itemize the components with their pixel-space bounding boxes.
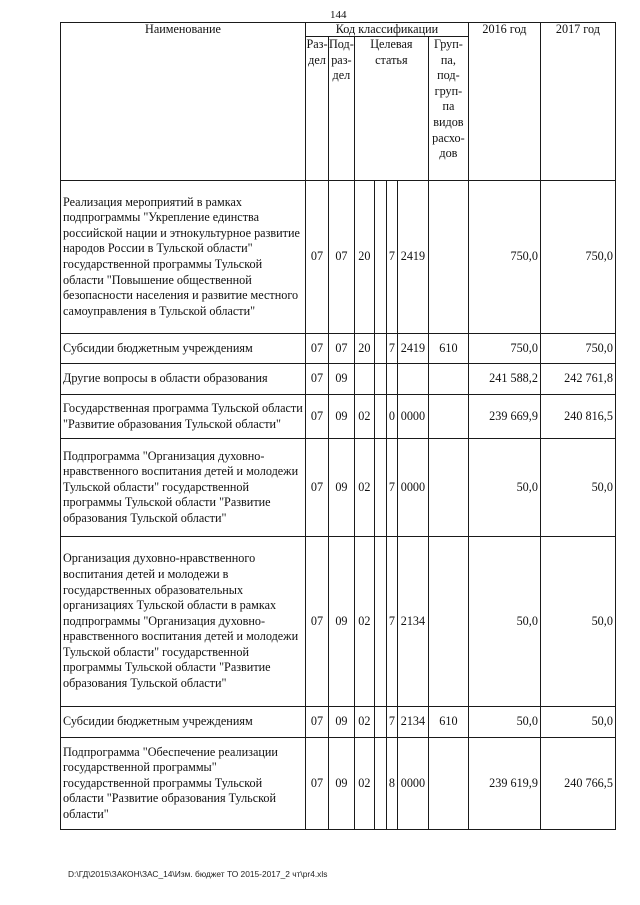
table-row (61, 395, 616, 439)
row-section: 07 (306, 395, 329, 439)
row-amount-2016: 239 619,9 (468, 738, 540, 830)
row-amount-2017: 50,0 (540, 537, 615, 707)
row-name: Организация духовно-нравственного воспитания детей и молодежи в государственных образовательных организациях Тульской области в рамках подпрограммы "Организация духовно-нравственного воспитания детей и молодежи Тульской области" государственной программы Тульской области "Развитие образования Тульской области" (61, 537, 306, 707)
row-name: Государственная программа Тульской области "Развитие образования Тульской области" (61, 395, 306, 439)
row-expense-group: 610 (428, 334, 468, 364)
row-target-direction: 0000 (397, 738, 428, 830)
row-name: Субсидии бюджетным учреждениям (61, 334, 306, 364)
header-section: Раз- дел (306, 37, 329, 181)
table-row (61, 537, 616, 707)
row-section: 07 (306, 707, 329, 738)
row-amount-2017: 242 761,8 (540, 364, 615, 395)
row-section: 07 (306, 334, 329, 364)
row-subsection: 09 (329, 738, 355, 830)
row-subsection: 09 (329, 364, 355, 395)
row-target-subprogram: 7 (386, 181, 397, 334)
row-amount-2017: 240 766,5 (540, 738, 615, 830)
row-target-subprogram: 8 (386, 738, 397, 830)
table-row (61, 364, 616, 395)
row-expense-group (428, 395, 468, 439)
row-target-direction: 2419 (397, 181, 428, 334)
row-target-subprogram: 7 (386, 334, 397, 364)
table-row (61, 738, 616, 830)
row-target-program: 02 (354, 439, 374, 537)
row-target-blank (374, 334, 386, 364)
row-target-blank (374, 738, 386, 830)
budget-table (60, 22, 616, 830)
table-row (61, 439, 616, 537)
table-row (61, 707, 616, 738)
row-expense-group (428, 738, 468, 830)
row-target-program: 02 (354, 738, 374, 830)
row-amount-2017: 50,0 (540, 707, 615, 738)
row-target-direction: 0000 (397, 395, 428, 439)
row-target-blank (374, 537, 386, 707)
row-expense-group (428, 439, 468, 537)
row-target-subprogram: 0 (386, 395, 397, 439)
row-expense-group: 610 (428, 707, 468, 738)
header-classification: Код классификации (306, 23, 469, 37)
row-target-program: 20 (354, 181, 374, 334)
row-target-subprogram: 7 (386, 439, 397, 537)
row-amount-2016: 750,0 (468, 181, 540, 334)
row-target-direction (397, 364, 428, 395)
row-expense-group (428, 181, 468, 334)
header-target-article: Целевая статья (354, 37, 428, 181)
row-amount-2017: 240 816,5 (540, 395, 615, 439)
row-subsection: 07 (329, 181, 355, 334)
row-expense-group (428, 364, 468, 395)
row-target-program: 20 (354, 334, 374, 364)
row-target-blank (374, 395, 386, 439)
row-target-subprogram (386, 364, 397, 395)
row-section: 07 (306, 537, 329, 707)
row-target-subprogram: 7 (386, 707, 397, 738)
row-section: 07 (306, 364, 329, 395)
row-subsection: 09 (329, 395, 355, 439)
row-section: 07 (306, 738, 329, 830)
row-section: 07 (306, 439, 329, 537)
page-number: 144 (330, 9, 347, 21)
row-subsection: 09 (329, 439, 355, 537)
row-target-program: 02 (354, 707, 374, 738)
row-expense-group (428, 537, 468, 707)
row-amount-2017: 750,0 (540, 181, 615, 334)
row-target-direction: 2419 (397, 334, 428, 364)
header-year-2016: 2016 год (468, 23, 540, 181)
row-target-program (354, 364, 374, 395)
row-target-blank (374, 364, 386, 395)
row-target-program: 02 (354, 395, 374, 439)
row-target-direction: 0000 (397, 439, 428, 537)
row-target-direction: 2134 (397, 707, 428, 738)
header-subsection: Под- раз- дел (329, 37, 355, 181)
row-amount-2016: 239 669,9 (468, 395, 540, 439)
file-path-footer: D:\ГД\2015\ЗАКОН\ЗАС_14\Изм. бюджет ТО 2015-2017_2 чт\pr4.xls (68, 869, 328, 879)
row-target-blank (374, 707, 386, 738)
row-section: 07 (306, 181, 329, 334)
row-amount-2017: 50,0 (540, 439, 615, 537)
row-amount-2017: 750,0 (540, 334, 615, 364)
table-row (61, 334, 616, 364)
row-amount-2016: 241 588,2 (468, 364, 540, 395)
table-row (61, 181, 616, 334)
row-name: Реализация мероприятий в рамках подпрограммы "Укрепление единства российской нации и этнокультурное развитие народов России в Тульской области" государственной программы Тульской области "Повышение общественной безопасности населения и развитие местного самоуправления в Тульской области" (61, 181, 306, 334)
row-name: Субсидии бюджетным учреждениям (61, 707, 306, 738)
row-target-subprogram: 7 (386, 537, 397, 707)
header-name: Наименование (61, 23, 306, 181)
row-subsection: 09 (329, 707, 355, 738)
row-name: Подпрограмма "Обеспечение реализации государственной программы" государственной программы Тульской области "Развитие образования Тульской области" (61, 738, 306, 830)
row-target-blank (374, 439, 386, 537)
row-name: Другие вопросы в области образования (61, 364, 306, 395)
row-amount-2016: 750,0 (468, 334, 540, 364)
row-target-direction: 2134 (397, 537, 428, 707)
header-expense-group: Груп- па, под- груп- па видов расхо- дов (428, 37, 468, 181)
row-target-program: 02 (354, 537, 374, 707)
row-subsection: 09 (329, 537, 355, 707)
row-amount-2016: 50,0 (468, 537, 540, 707)
row-name: Подпрограмма "Организация духовно-нравственного воспитания детей и молодежи Тульской области" государственной программы Тульской области "Развитие образования Тульской области" (61, 439, 306, 537)
row-target-blank (374, 181, 386, 334)
row-amount-2016: 50,0 (468, 707, 540, 738)
row-amount-2016: 50,0 (468, 439, 540, 537)
header-year-2017: 2017 год (540, 23, 615, 181)
row-subsection: 07 (329, 334, 355, 364)
